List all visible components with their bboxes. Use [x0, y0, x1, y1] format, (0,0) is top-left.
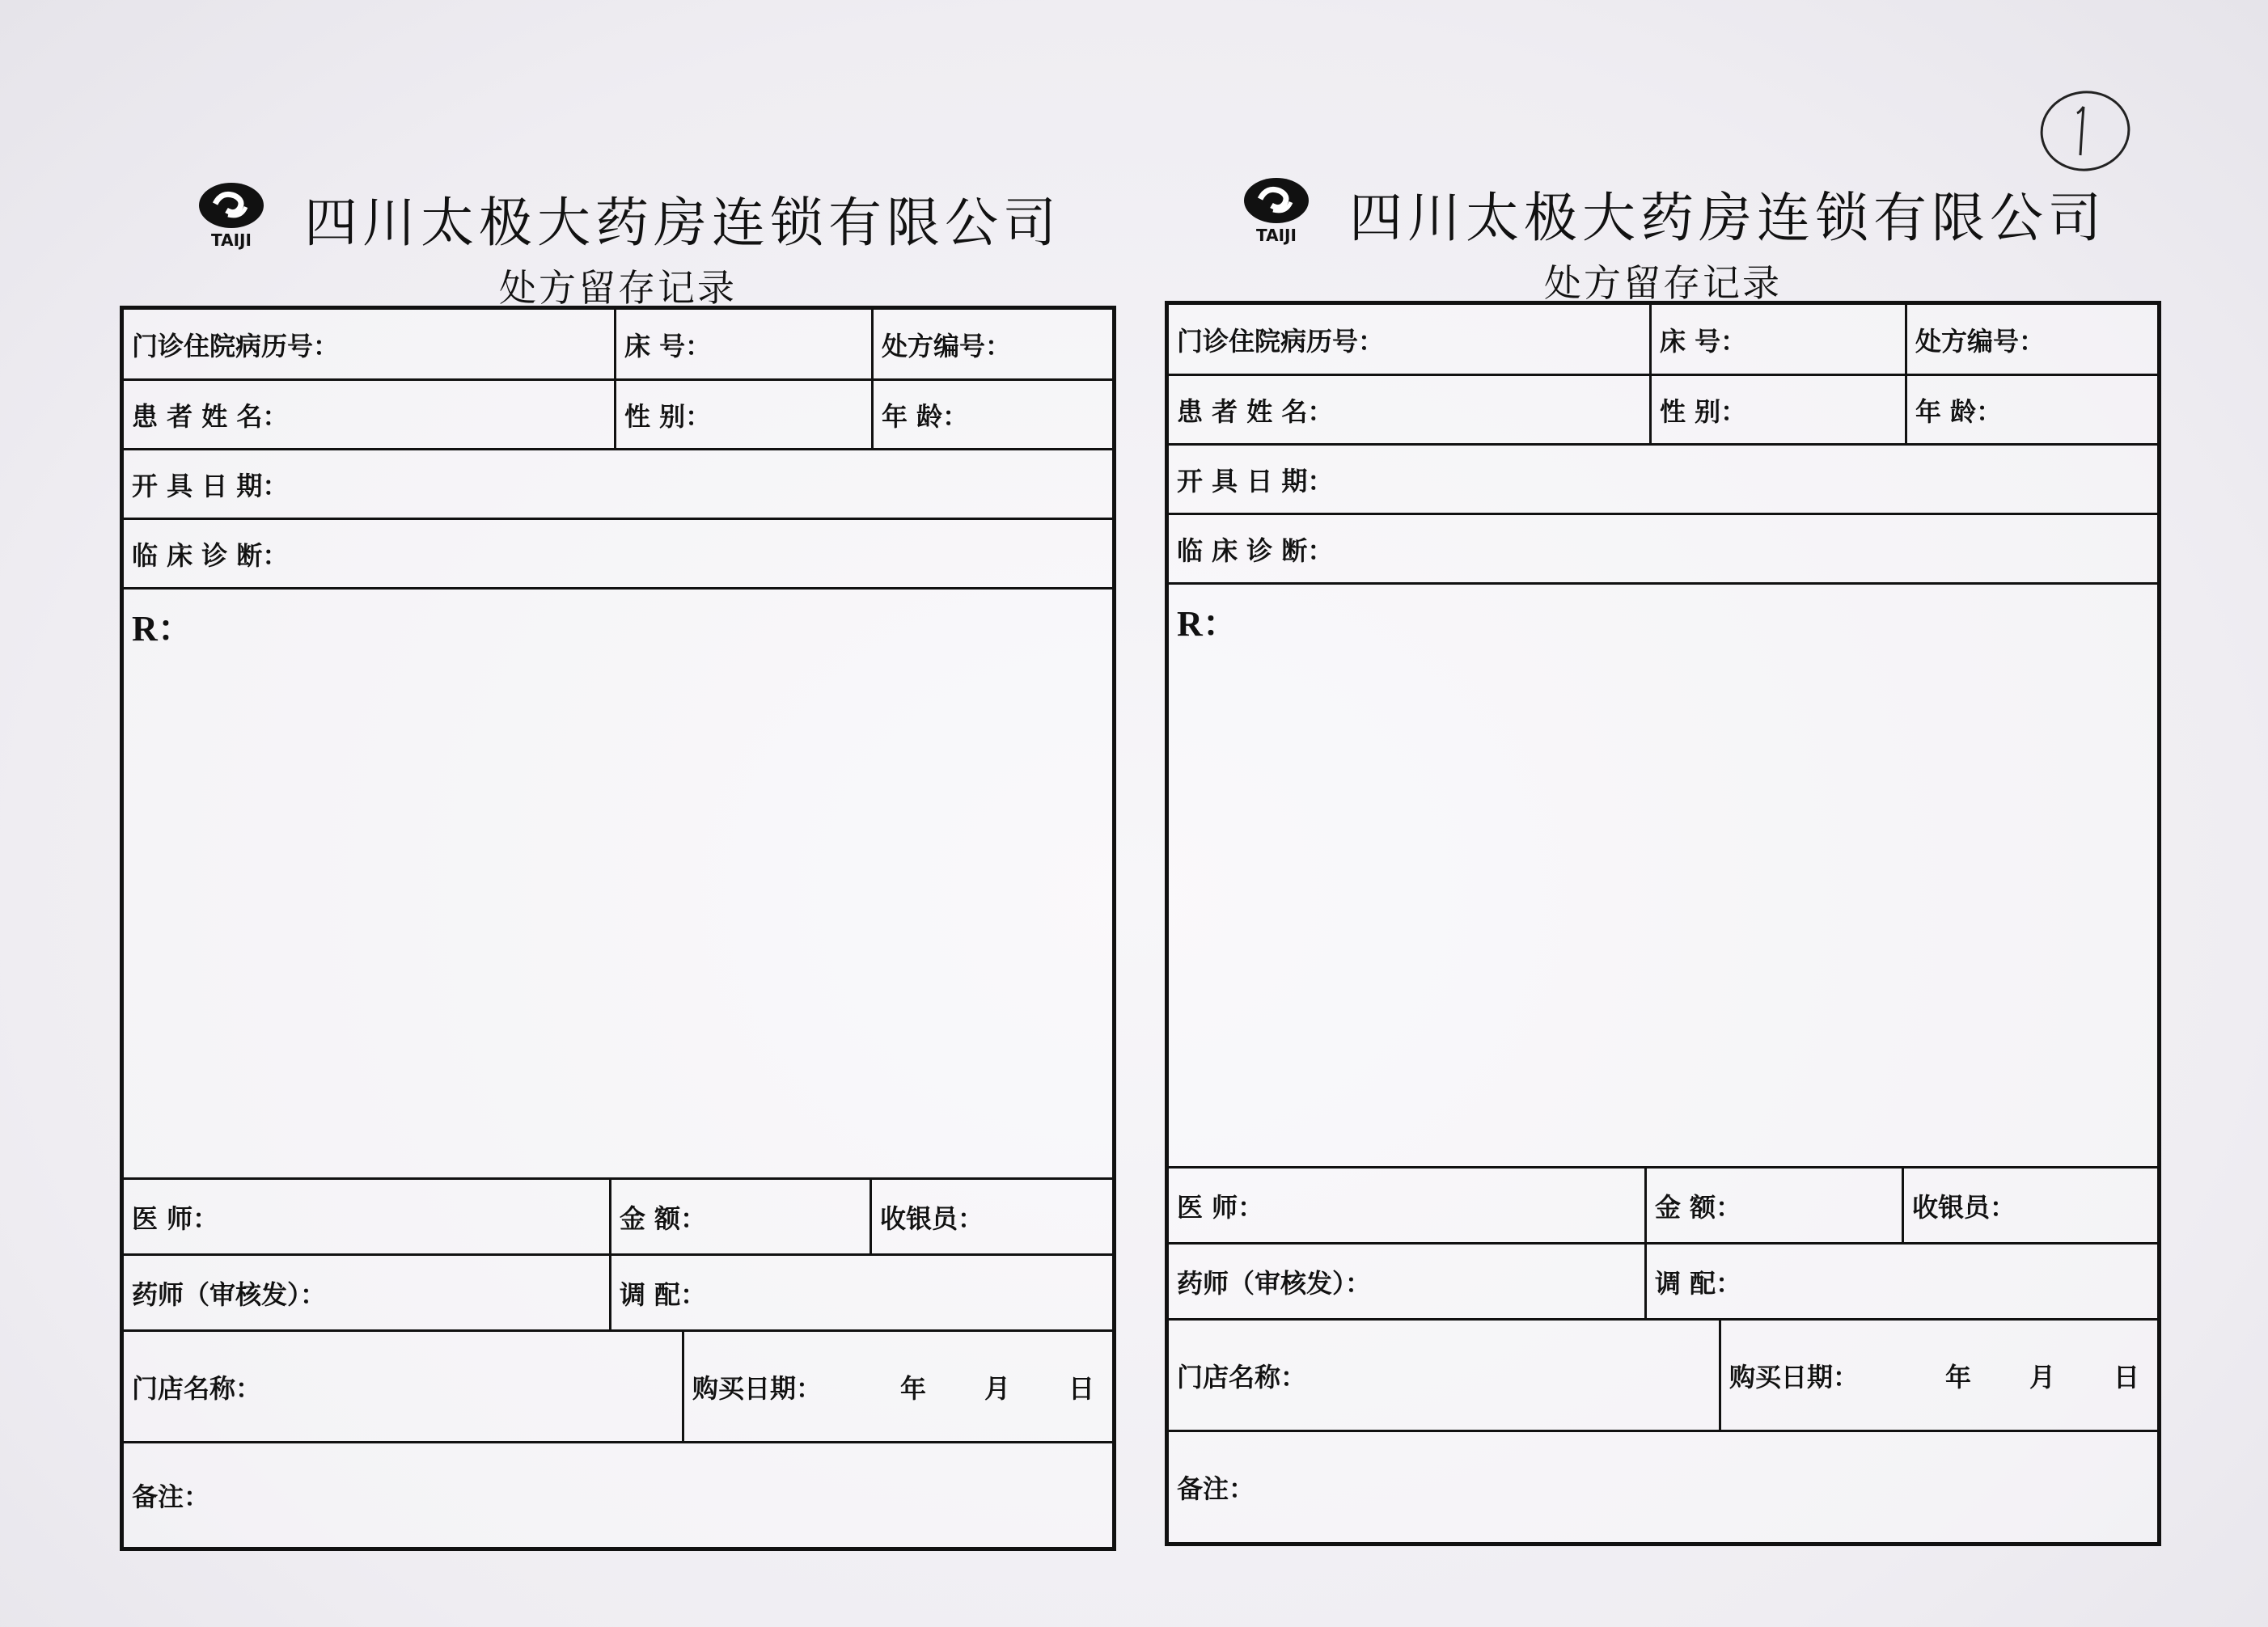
row-diagnosis [1169, 515, 2157, 585]
issue-date-field[interactable]: 开 具 日 期： [132, 470, 289, 501]
row-remarks [1169, 1432, 2157, 1542]
form-title: 处方留存记录 [499, 266, 737, 310]
prescription-form-right [1165, 163, 2161, 1546]
store-name-field[interactable]: 门店名称： [132, 1372, 262, 1404]
row-doctor [124, 1180, 1112, 1256]
row-rx [1169, 585, 2157, 1168]
year-label: 年 [1944, 1361, 1971, 1392]
age-field[interactable]: 年 龄： [871, 381, 1112, 448]
company-name: 四川太极大药房连锁有限公司 [1349, 187, 2106, 249]
doctor-field[interactable]: 医 师： [132, 1202, 219, 1234]
pharmacist-field[interactable]: 药师（审核发）： [132, 1278, 327, 1310]
patient-name-field[interactable]: 患 者 姓 名： [132, 400, 289, 432]
store-name-field[interactable]: 门店名称： [1177, 1361, 1307, 1392]
row-doctor [1169, 1168, 2157, 1245]
row-patient [124, 381, 1112, 450]
prescription-form-left [120, 168, 1116, 1551]
cashier-field[interactable]: 收银员： [870, 1180, 1112, 1253]
amount-field[interactable]: 金 额： [1644, 1168, 1902, 1242]
dispense-field[interactable]: 调 配： [609, 1256, 1112, 1329]
remarks-field[interactable]: 备注： [132, 1481, 210, 1512]
row-ids [124, 310, 1112, 381]
amount-field[interactable]: 金 额： [609, 1180, 870, 1253]
prescription-no-field[interactable]: 处方编号： [871, 310, 1112, 378]
svg-text:TAIJI: TAIJI [211, 230, 252, 250]
row-store [1169, 1321, 2157, 1432]
doctor-field[interactable]: 医 师： [1177, 1191, 1264, 1223]
remarks-field[interactable]: 备注： [1177, 1473, 1255, 1504]
gender-field[interactable]: 性 别： [1649, 376, 1905, 443]
issue-date-field[interactable]: 开 具 日 期： [1177, 465, 1334, 497]
rx-area[interactable] [1169, 585, 2157, 1166]
record-no-field[interactable]: 门诊住院病历号： [132, 330, 340, 361]
bed-no-field[interactable]: 床 号： [614, 310, 871, 378]
patient-name-field[interactable]: 患 者 姓 名： [1177, 395, 1334, 427]
form-table [1165, 301, 2161, 1546]
taiji-logo-icon [1238, 175, 1315, 246]
age-field[interactable]: 年 龄： [1905, 376, 2157, 443]
diagnosis-field[interactable]: 临 床 诊 断： [132, 539, 289, 571]
year-label: 年 [899, 1372, 926, 1404]
record-no-field[interactable]: 门诊住院病历号： [1177, 325, 1385, 357]
row-issue-date [124, 450, 1112, 520]
form-table [120, 306, 1116, 1551]
row-rx [124, 590, 1112, 1180]
form-header [120, 168, 1116, 310]
rx-label: R： [132, 609, 193, 649]
month-label: 月 [2029, 1361, 2055, 1392]
purchase-date-field[interactable]: 购买日期： 年 月 日 [1719, 1321, 2157, 1430]
row-pharmacist [124, 1256, 1112, 1332]
cashier-field[interactable]: 收银员： [1902, 1168, 2157, 1242]
company-name: 四川太极大药房连锁有限公司 [304, 192, 1061, 254]
form-header [1165, 163, 2161, 305]
day-label: 日 [1068, 1372, 1094, 1404]
row-issue-date [1169, 446, 2157, 515]
month-label: 月 [984, 1372, 1010, 1404]
row-patient [1169, 376, 2157, 446]
form-title: 处方留存记录 [1544, 261, 1782, 305]
taiji-logo-icon [193, 180, 270, 251]
row-ids [1169, 305, 2157, 376]
purchase-date-field[interactable]: 购买日期： 年 月 日 [682, 1332, 1112, 1441]
svg-text:TAIJI: TAIJI [1256, 226, 1297, 245]
pharmacist-field[interactable]: 药师（审核发）： [1177, 1267, 1372, 1299]
rx-area[interactable] [124, 590, 1112, 1177]
dispense-field[interactable]: 调 配： [1644, 1245, 2157, 1318]
row-remarks [124, 1443, 1112, 1547]
rx-label: R： [1177, 604, 1238, 644]
bed-no-field[interactable]: 床 号： [1649, 305, 1905, 374]
prescription-no-field[interactable]: 处方编号： [1905, 305, 2157, 374]
diagnosis-field[interactable]: 临 床 诊 断： [1177, 535, 1334, 566]
gender-field[interactable]: 性 别： [614, 381, 871, 448]
row-diagnosis [124, 520, 1112, 590]
row-store [124, 1332, 1112, 1443]
row-pharmacist [1169, 1245, 2157, 1321]
day-label: 日 [2113, 1361, 2139, 1392]
